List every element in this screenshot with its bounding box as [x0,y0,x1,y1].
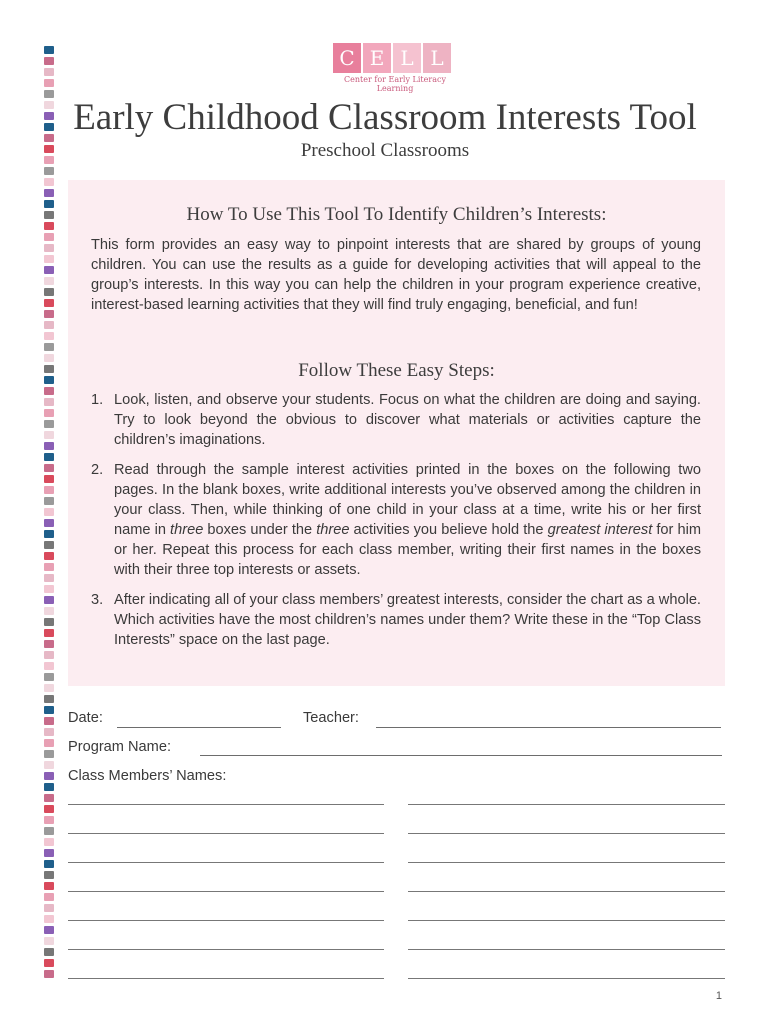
step-item [91,390,701,450]
decorative-square [44,673,54,681]
decorative-square [44,871,54,879]
decorative-square [44,585,54,593]
class-member-name-field[interactable] [68,920,384,921]
decorative-square [44,178,54,186]
decorative-square [44,904,54,912]
decorative-square [44,794,54,802]
step-emphasis: greatest interest [547,522,653,538]
step-text-part: activities you believe hold the [349,522,548,538]
logo-tile-l1: L [393,43,421,73]
class-member-name-field[interactable] [408,978,725,979]
decorative-square [44,959,54,967]
decorative-square [44,442,54,450]
class-members-label: Class Members’ Names: [68,768,227,784]
decorative-square [44,640,54,648]
decorative-square [44,717,54,725]
decorative-square [44,772,54,780]
decorative-square [44,882,54,890]
decorative-square [44,365,54,373]
class-member-name-field[interactable] [408,920,725,921]
decorative-square [44,937,54,945]
decorative-square [44,783,54,791]
decorative-square [44,596,54,604]
decorative-square [44,893,54,901]
class-member-name-field[interactable] [68,978,384,979]
decorative-square [44,948,54,956]
date-field[interactable] [117,727,281,728]
decorative-square [44,167,54,175]
class-member-name-field[interactable] [68,862,384,863]
program-name-field[interactable] [200,755,722,756]
teacher-field[interactable] [376,727,721,728]
logo-tile-l2: L [423,43,451,73]
decorative-square [44,574,54,582]
class-member-name-field[interactable] [408,833,725,834]
instructions-panel [68,180,725,686]
decorative-square [44,79,54,87]
decorative-square [44,761,54,769]
step-text-part: boxes under the [203,522,317,538]
decorative-square [44,453,54,461]
decorative-square [44,497,54,505]
decorative-square [44,563,54,571]
decorative-square [44,354,54,362]
step-text: After indicating all of your class members’ greatest interests, consider the chart as a whole. Which activities have the most children’s names under them? Write these in the “Top Class Interests” space on the last page. [114,592,701,648]
decorative-square [44,277,54,285]
teacher-label: Teacher: [303,710,359,726]
step-text-part: Read through the sample interest activities printed in the boxes on the following two pages. In the blank boxes, write additional interests you’ve observed among the children in your class. Then, while thinking of one child in your class at a time, write his or her first name in [114,462,701,538]
decorative-square [44,233,54,241]
decorative-square [44,695,54,703]
class-member-name-field[interactable] [408,804,725,805]
decorative-square [44,541,54,549]
decorative-square [44,860,54,868]
steps-list [91,390,701,660]
decorative-square [44,332,54,340]
decorative-square [44,970,54,978]
decorative-square [44,57,54,65]
decorative-square [44,519,54,527]
decorative-square [44,376,54,384]
class-member-name-field[interactable] [68,804,384,805]
page-number: 1 [715,990,722,1002]
decorative-square [44,629,54,637]
decorative-square [44,849,54,857]
page-subtitle: Preschool Classrooms [300,140,470,161]
decorative-square [44,706,54,714]
decorative-square [44,805,54,813]
decorative-square [44,651,54,659]
decorative-square [44,387,54,395]
step-number: 1. [91,392,104,408]
program-name-label: Program Name: [68,739,171,755]
step-number: 2. [91,462,104,478]
steps-heading: Follow These Easy Steps: [298,360,495,381]
decorative-square [44,508,54,516]
decorative-square [44,926,54,934]
page-title: Early Childhood Classroom Interests Tool [73,97,697,138]
class-member-name-field[interactable] [408,949,725,950]
decorative-square [44,420,54,428]
decorative-square [44,343,54,351]
how-to-body: This form provides an easy way to pinpoint interests that are shared by groups of young children. You can use the results as a guide for developing activities that will appeal to the group’s interests. In this way you can help the children in your program experience creative, interest-based learning activities that they will find truly engaging, beneficial, and fun! [91,237,701,313]
class-member-name-field[interactable] [68,949,384,950]
cell-logo [333,43,463,93]
decorative-square [44,662,54,670]
decorative-square [44,200,54,208]
step-text-part: for him or her. Repeat this process for each class member, writing their first names in the boxes with their three top interests or assets. [114,522,701,578]
decorative-square [44,728,54,736]
how-to-heading: How To Use This Tool To Identify Children’s Interests: [186,204,607,225]
step-number: 3. [91,592,104,608]
decorative-square [44,552,54,560]
decorative-square [44,321,54,329]
decorative-square [44,739,54,747]
decorative-square [44,46,54,54]
decorative-square [44,398,54,406]
decorative-square [44,618,54,626]
decorative-square [44,68,54,76]
logo-tagline: Center for Early Literacy Learning [344,75,446,93]
class-member-name-field[interactable] [408,891,725,892]
decorative-square [44,827,54,835]
date-label: Date: [68,710,103,726]
step-item [91,460,701,580]
decorative-square [44,409,54,417]
step-item [91,590,701,650]
decorative-square [44,684,54,692]
decorative-square [44,222,54,230]
decorative-square [44,838,54,846]
decorative-square [44,475,54,483]
decorative-square [44,244,54,252]
decorative-square [44,211,54,219]
logo-tile-c: C [333,43,361,73]
logo-tile-e: E [363,43,391,73]
decorative-square [44,255,54,263]
decorative-square [44,530,54,538]
decorative-square [44,299,54,307]
step-emphasis: three [170,522,204,538]
decorative-square [44,816,54,824]
step-emphasis: three [316,522,350,538]
decorative-square [44,486,54,494]
decorative-square [44,288,54,296]
class-member-name-field[interactable] [408,862,725,863]
decorative-border-strip [44,46,56,976]
decorative-square [44,464,54,472]
decorative-square [44,189,54,197]
class-member-name-field[interactable] [68,891,384,892]
decorative-square [44,266,54,274]
decorative-square [44,431,54,439]
decorative-square [44,750,54,758]
decorative-square [44,915,54,923]
step-text: Look, listen, and observe your students. Focus on what the children are doing and saying. Try to look beyond the obvious to discover what materials or activities capture the children’s imaginations. [114,392,701,448]
class-member-name-field[interactable] [68,833,384,834]
decorative-square [44,607,54,615]
decorative-square [44,310,54,318]
